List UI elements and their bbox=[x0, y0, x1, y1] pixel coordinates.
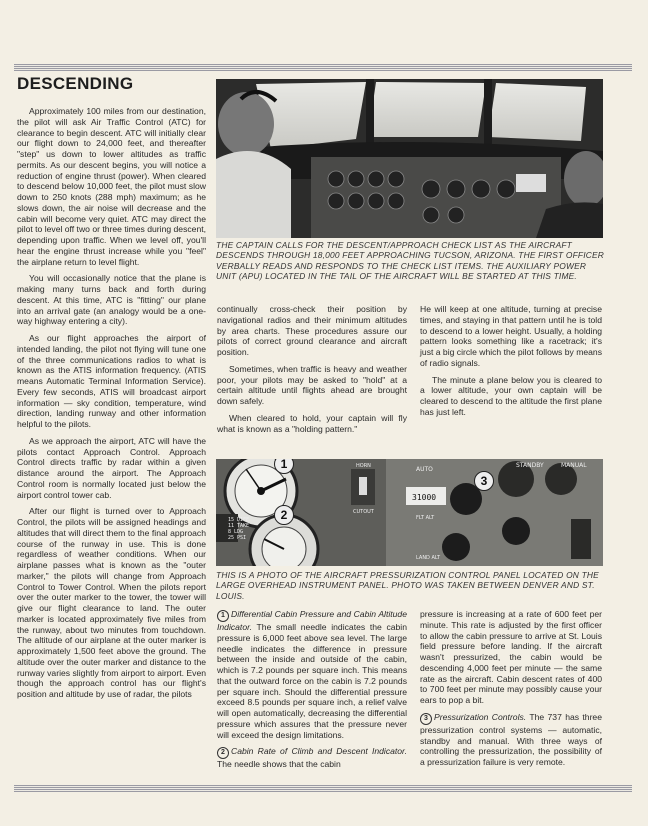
paragraph: continually cross-check their position by navigational radios and their minimum altitudes by area charts. These procedures assure our pilots of correct ground clearance and aircraft position. bbox=[217, 304, 407, 357]
panel-photo-caption: THIS IS A PHOTO OF THE AIRCRAFT PRESSURIZATION CONTROL PANEL LOCATED ON THE LARGE OVERHEAD INSTRUMENT PANEL. PHOTO WAS TAKEN BETWEEN DENVER AND ST. LOUIS. bbox=[216, 570, 599, 601]
land-alt-label: LAND ALT bbox=[416, 555, 441, 561]
item-3-title: Pressurization Controls. bbox=[434, 711, 527, 722]
item-2-text: The needle shows that the cabin bbox=[217, 759, 341, 770]
cockpit-photo bbox=[216, 79, 603, 238]
gauge-label-3: 8 LDG bbox=[228, 529, 244, 535]
cockpit-photo-image bbox=[216, 79, 603, 238]
gauge-label-4: 25 PSI bbox=[228, 535, 247, 541]
column-3 bbox=[420, 304, 602, 424]
item-2-number: 2 bbox=[217, 747, 229, 759]
item-1-title: Differential Cabin Pressure and Cabin Altitude Indicator. bbox=[217, 609, 407, 632]
paragraph: As our flight approaches the airport of intended landing, the pilot not flying will tune one of the three communications radios to what is known as the ATIS information frequency. (ATIS means Automatic Terminal Information Service). Every few seconds, ATIS will broadcast airport information — sky condition, temperature, wind direction, landing runway and other information helpful to the pilots. bbox=[17, 333, 206, 429]
paragraph: The minute a plane below you is cleared to a lower altitude, your own captain will be cleared to descend to the altitude the first plane has just left. bbox=[420, 374, 602, 417]
item-1-text: The small needle indicates the cabin pressure is 6,000 feet above sea level. The large needle indicates the difference in pressure between the inside and outside of the cabin, which is 7.2 pounds per square inch. This means that the outward force on the cabin is 7.2 pounds per square inch. Should the differential pressure exceed 8.5 pounds per square inch, a relief valve will open automatically, decreasing the differential pressure which assures that the pressure never will exceed the design limitations. bbox=[217, 622, 407, 740]
cockpit-photo-caption: THE CAPTAIN CALLS FOR THE DESCENT/APPROACH CHECK LIST AS THE AIRCRAFT DESCENDS THROUGH 18,000 FEET APPROACHING TUCSON, ARIZONA. THE FIRST OFFICER VERBALLY READS AND RESPONDS TO THE CHECK LIST ITEMS. THE AUXILIARY POWER UNIT (APU) LOCATED IN THE TAIL OF THE AIRCRAFT WILL BE STARTED AT THIS TIME. bbox=[216, 240, 605, 282]
column-3-lower bbox=[420, 609, 602, 774]
gauge-label-1: 15 DIFF bbox=[228, 517, 250, 523]
pressurization-panel-photo bbox=[216, 459, 603, 566]
item-3-text: The 737 has three pressurization control systems — automatic, standby and manual. With three ways of controlling the pressurization, the possibility of a pressurization failure is very remote. bbox=[420, 711, 602, 767]
item-1-number: 1 bbox=[217, 610, 229, 622]
horn-cutout-label: HORN bbox=[356, 463, 371, 469]
paragraph: Approximately 100 miles from our destination, the pilot will ask Air Traffic Control (ATC) for clearance to begin descent. ATC will initially clear our flight down to 24,000 feet, and thereafter "step" us down to lower altitudes as traffic permits. As our descent begins, you will notice a reduction of engine thrust (power). When cleared to descend below 10,000 feet, the pilot must slow down to 250 knots (288 mph) maximum; as he slows down, the air noise will decrease and the cabin will become very quiet. ATC may direct the pilot to level off two or three times during descent, depending upon traffic. When we level off, you'll hear the engine thrust increase while you "feel" the airplane return to level flight. bbox=[17, 106, 207, 267]
manual-label: MANUAL bbox=[561, 462, 587, 469]
paragraph: You will occasionally notice that the plane is making many turns back and forth during descent. At this time, ATC is "fitting" our plane into an arrival gate (an analogy would be a one-way highway entering a city). bbox=[17, 273, 206, 327]
standby-label: STANDBY bbox=[516, 462, 544, 469]
item-3-paragraph bbox=[420, 712, 602, 768]
altitude-readout: 31000 bbox=[412, 493, 437, 502]
paragraph: Sometimes, when traffic is heavy and weather poor, your pilots may be asked to "hold" at a certain altitude until flights ahead are brought down safely. bbox=[217, 363, 407, 406]
callout-1: 1 bbox=[274, 459, 294, 474]
item-3-number: 3 bbox=[420, 713, 432, 725]
paragraph: He will keep at one altitude, turning at precise times, and staying in that pattern until he is told to descend to a lower height. Usually, a holding pattern looks something like a racetrack; it's just a big circle which the pilot follows by means of radio signals. bbox=[420, 304, 602, 368]
paragraph: pressure is increasing at a rate of 600 feet per minute. This rate is adjusted by the first officer to allow the cabin pressure to arrive at St. Louis field pressure before landing. If the aircraft wasn't pressurized, the cabin would be descending 4,000 feet per minute — the same rate as the aircraft. Cabin descent rates of 400 to 700 feet per minute may possibly cause your ears to pop a bit. bbox=[420, 609, 602, 705]
callout-3: 3 bbox=[474, 471, 494, 491]
article-heading: DESCENDING bbox=[17, 74, 134, 93]
auto-label: AUTO bbox=[416, 466, 433, 473]
paragraph: As we approach the airport, ATC will have the pilots contact Approach Control. Approach Control directs traffic by radar within a given distance around the airport. The Approach Control room is normally located just below the airport control tower cab. bbox=[17, 435, 206, 500]
gauge-label-2: 11 TAKE bbox=[228, 523, 250, 529]
cutout-label: CUTOUT bbox=[353, 509, 374, 515]
column-1 bbox=[17, 106, 206, 706]
paragraph: After our flight is turned over to Approach Control, the pilots will be assigned headings and altitudes that will direct them to the final approach course of the runway in use. This is done regardless of weather conditions. When our airplane passes what is known as the "outer marker," the pilots will change from Approach Control to Tower Control. When the pilots report over the outer marker to the tower, the tower will give our flight clearance to land. The outer marker is located approximately five miles from the runway, about two minutes from touchdown. The altitude of our airplane at the outer marker is approximately 1,500 feet above the ground. The altitude over the outer marker and distance to the runway varies slightly from airport to airport. Even though the approach control has our flight's position and altitude by use of radar, the pilots bbox=[17, 506, 206, 699]
item-1-paragraph bbox=[217, 609, 407, 740]
item-2-paragraph bbox=[217, 746, 407, 770]
callout-2: 2 bbox=[274, 505, 294, 525]
top-rule bbox=[14, 64, 632, 71]
column-2 bbox=[217, 304, 407, 440]
paragraph: When cleared to hold, your captain will fly what is known as a "holding pattern." bbox=[217, 412, 407, 434]
item-2-title: Cabin Rate of Climb and Descent Indicator. bbox=[231, 746, 407, 757]
flt-alt-label: FLT ALT bbox=[416, 515, 435, 521]
column-2-lower bbox=[217, 609, 407, 776]
bottom-rule bbox=[14, 785, 632, 792]
